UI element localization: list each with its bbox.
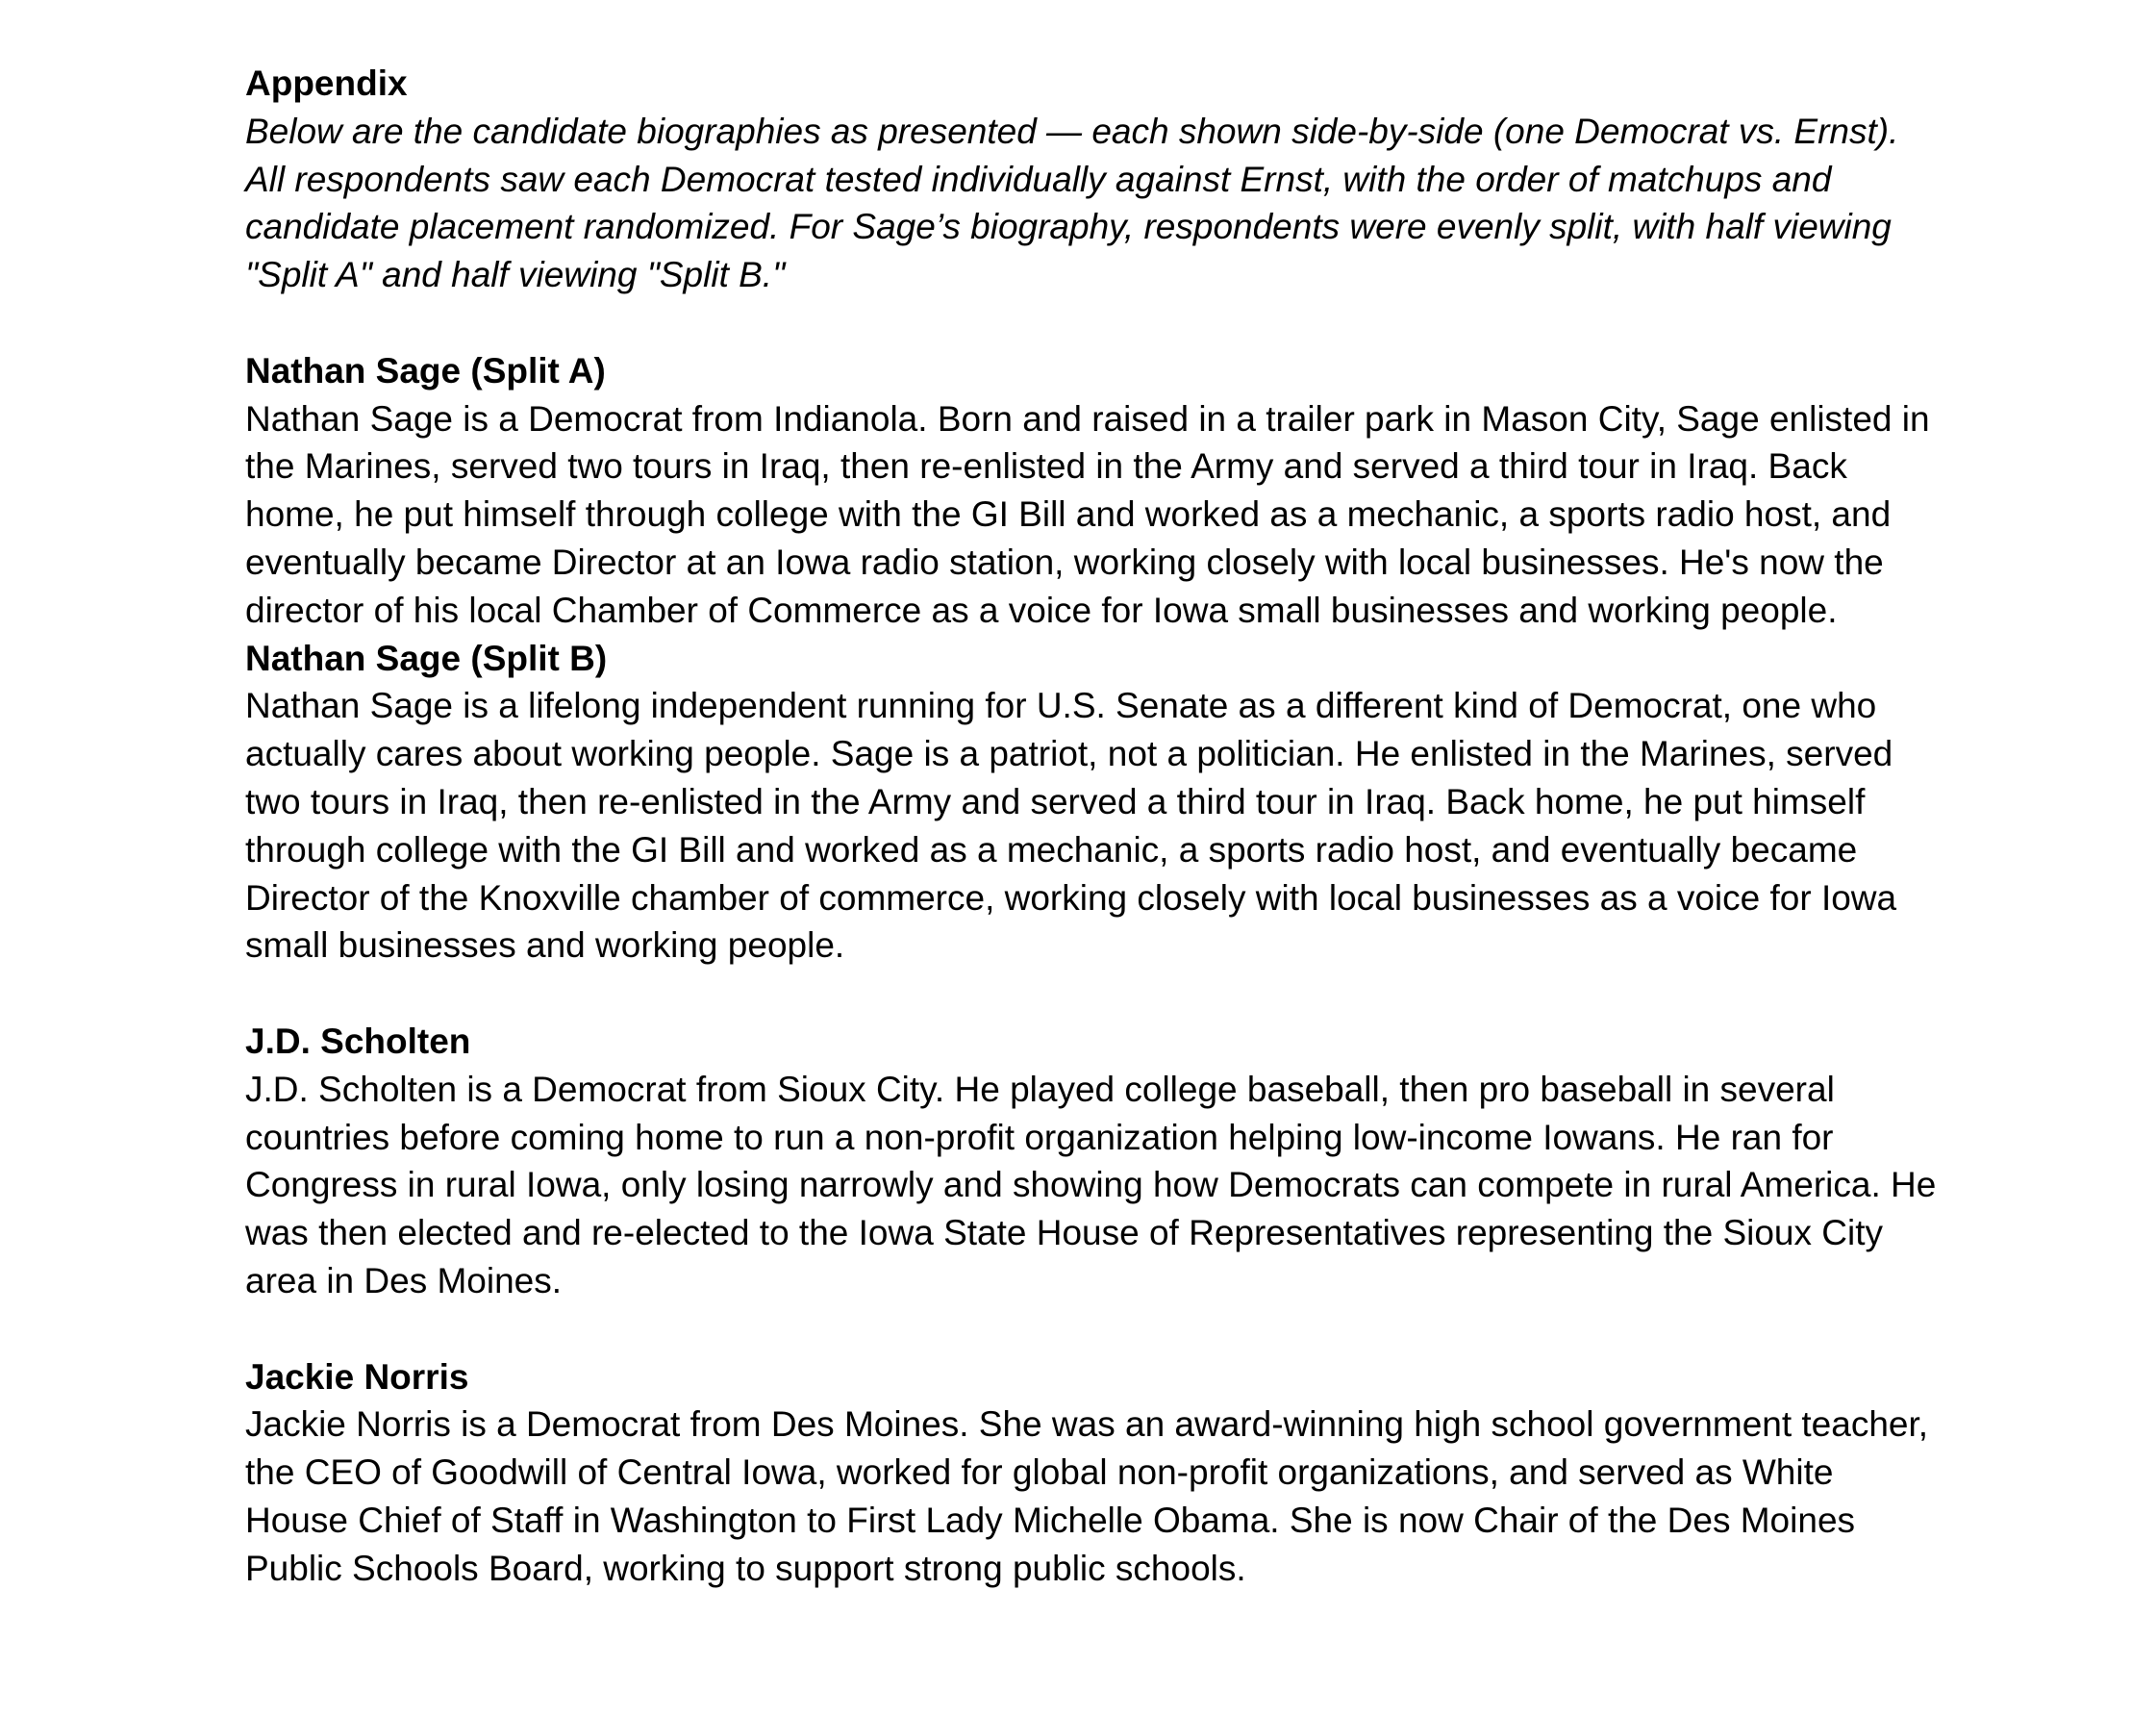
bio-section-norris (245, 1353, 1938, 1593)
section-spacer (245, 299, 1938, 347)
bio-text: J.D. Scholten is a Democrat from Sioux City. He played college baseball, then pro baseball in several countries before coming home to run a non-profit organization helping low-income Iowans. He ran for Congress in rural Iowa, only losing narrowly and showing how Democrats can compete in rural America. He was then elected and re-elected to the Iowa State House of Representatives representing the Sioux City area in Des Moines. (245, 1069, 1937, 1300)
bio-name: Nathan Sage (Split B) (245, 638, 608, 678)
bio-name: Nathan Sage (Split A) (245, 350, 606, 391)
bio-name: J.D. Scholten (245, 1021, 471, 1061)
appendix-title: Appendix (245, 63, 408, 103)
appendix-document (245, 60, 1938, 1593)
appendix-intro: Below are the candidate biographies as presented — each shown side-by-side (one Democrat vs. Ernst). All respondents saw each Democrat tested individually against Ernst, with the order of matchups and candidate placement randomized. For Sage’s biography, respondents were evenly split, with half viewing "Split A" and half viewing "Split B." (245, 111, 1899, 295)
bio-section-sage-split-b (245, 635, 1938, 971)
bio-section-sage-split-a (245, 347, 1938, 635)
bio-text: Nathan Sage is a Democrat from Indianola. Born and raised in a trailer park in Mason City, Sage enlisted in the Marines, served two tours in Iraq, then re-enlisted in the Army and served a third tour in Iraq. Back home, he put himself through college with the GI Bill and worked as a mechanic, a sports radio host, and eventually became Director at an Iowa radio station, working closely with local businesses. He's now the director of his local Chamber of Commerce as a voice for Iowa small businesses and working people. (245, 398, 1930, 630)
bio-text: Nathan Sage is a lifelong independent running for U.S. Senate as a different kind of Democrat, one who actually cares about working people. Sage is a patriot, not a politician. He enlisted in the Marines, served two tours in Iraq, then re-enlisted in the Army and served a third tour in Iraq. Back home, he put himself through college with the GI Bill and worked as a mechanic, a sports radio host, and eventually became Director of the Knoxville chamber of commerce, working closely with local businesses as a voice for Iowa small businesses and working people. (245, 686, 1897, 966)
bio-text: Jackie Norris is a Democrat from Des Moines. She was an award-winning high school government teacher, the CEO of Goodwill of Central Iowa, worked for global non-profit organizations, and served as White House Chief of Staff in Washington to First Lady Michelle Obama. She is now Chair of the Des Moines Public Schools Board, working to support strong public schools. (245, 1404, 1929, 1588)
section-spacer (245, 970, 1938, 1018)
section-spacer (245, 1305, 1938, 1353)
bio-section-scholten (245, 1018, 1938, 1305)
bio-name: Jackie Norris (245, 1356, 469, 1397)
